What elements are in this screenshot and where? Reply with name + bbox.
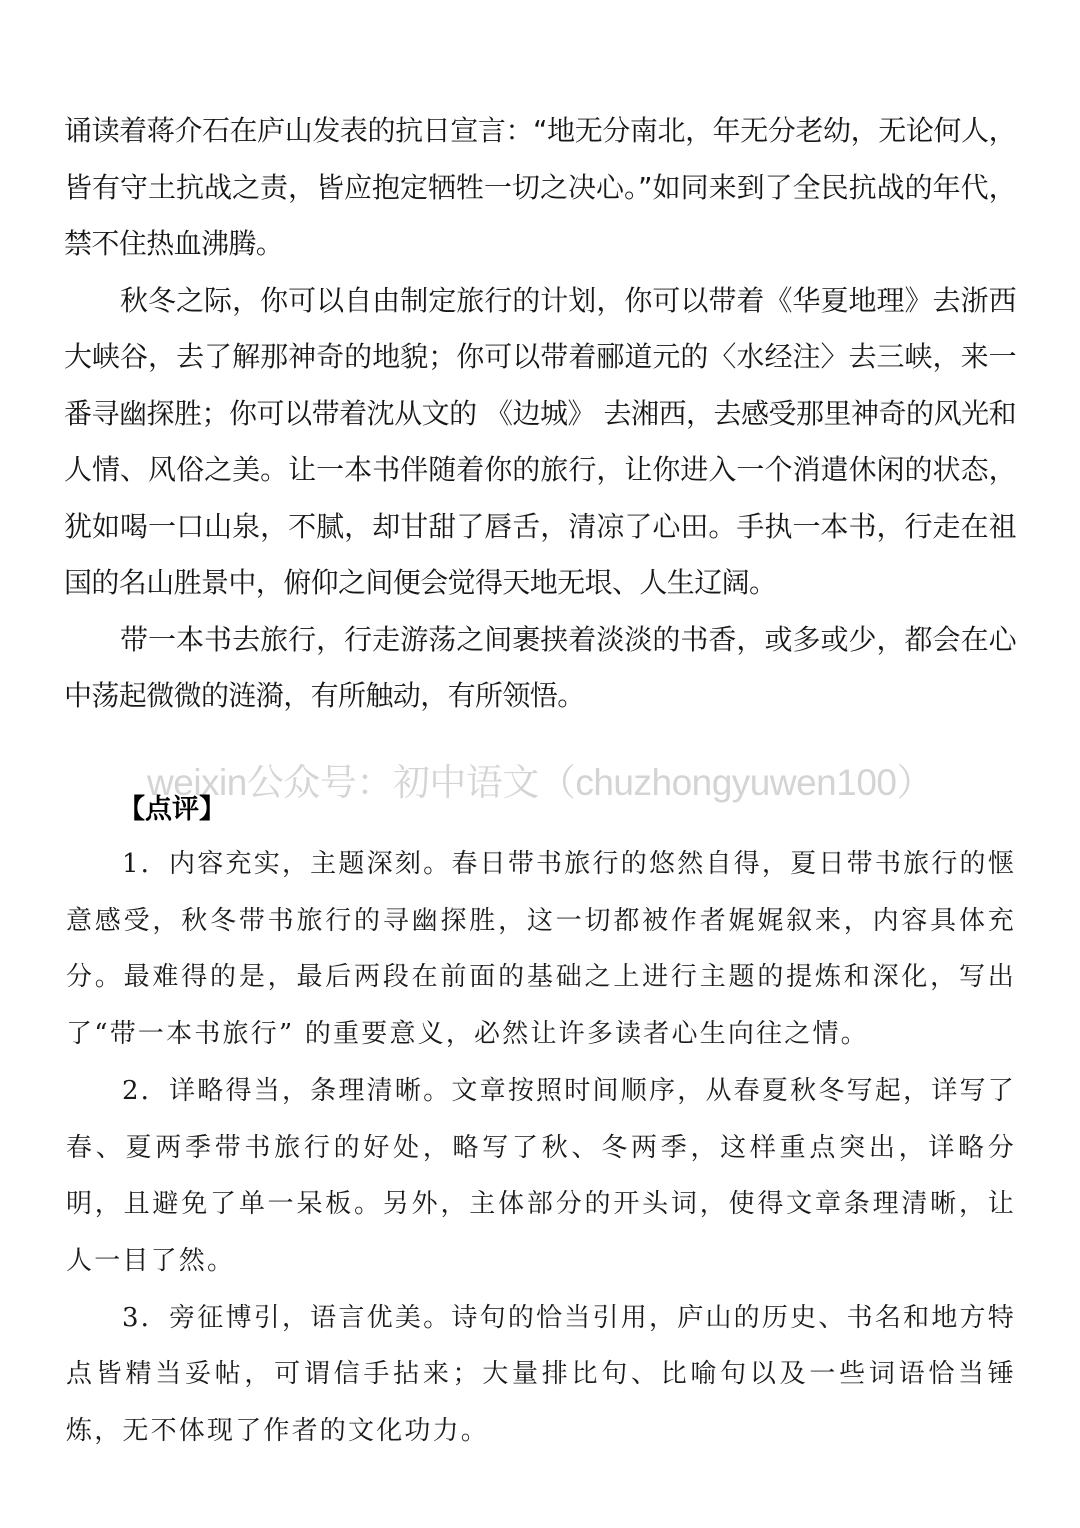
essay-paragraph: 带一本书去旅行，行走游荡之间裹挟着淡淡的书香，或多或少，都会在心中荡起微微的涟漪，有所触动，有所领悟。 (64, 622, 1016, 712)
review-heading: 【点评】 (118, 794, 226, 825)
essay-paragraph: 秋冬之际，你可以自由制定旅行的计划，你可以带着《华夏地理》去浙西大峡谷，去了解那神奇的地貌；你可以带着郦道元的〈水经注〉去三峡，来一番寻幽探胜；你可以带着沈从文的 《边城》 去湘西，去感受那里神奇的风光和人情、风俗之美。让一本书伴随着你的旅行，让你进入一个消遣休闲的状态，犹如喝一口山泉，不腻，却甘甜了唇舌，清凉了心田。手执一本书，行走在祖国的名山胜景中，俯仰之间便会觉得天地无垠、人生辽阔。 (64, 283, 1016, 599)
review-item: 1．内容充实，主题深刻。春日带书旅行的悠然自得，夏日带书旅行的惬意感受，秋冬带书旅行的寻幽探胜，这一切都被作者娓娓叙来，内容具体充分。最难得的是，最后两段在前面的基础之上进行主题的提炼和深化，写出了“带一本书旅行” 的重要意义，必然让许多读者心生向往之情。 (66, 849, 1016, 1050)
watermark: weixin公众号：初中语文（chuzhongyuwen100） (147, 762, 933, 803)
review-item: 2．详略得当，条理清晰。文章按照时间顺序，从春夏秋冬写起，详写了春、夏两季带书旅行的好处，略写了秋、冬两季，这样重点突出，详略分明，且避免了单一呆板。另外，主体部分的开头词，使得文章条理清晰，让人一目了然。 (66, 1075, 1016, 1276)
review-item: 3．旁征博引，语言优美。诗句的恰当引用，庐山的历史、书名和地方特点皆精当妥帖，可谓信手拈来；大量排比句、比喻句以及一些词语恰当锤炼，无不体现了作者的文化功力。 (66, 1302, 1016, 1447)
essay-text (64, 103, 1016, 725)
essay-paragraph: 诵读着蒋介石在庐山发表的抗日宣言：“地无分南北，年无分老幼，无论何人，皆有守土抗战之责，皆应抱定牺牲一切之决心。”如同来到了全民抗战的年代，禁不住热血沸腾。 (64, 114, 1016, 260)
review-text (66, 836, 1016, 1460)
